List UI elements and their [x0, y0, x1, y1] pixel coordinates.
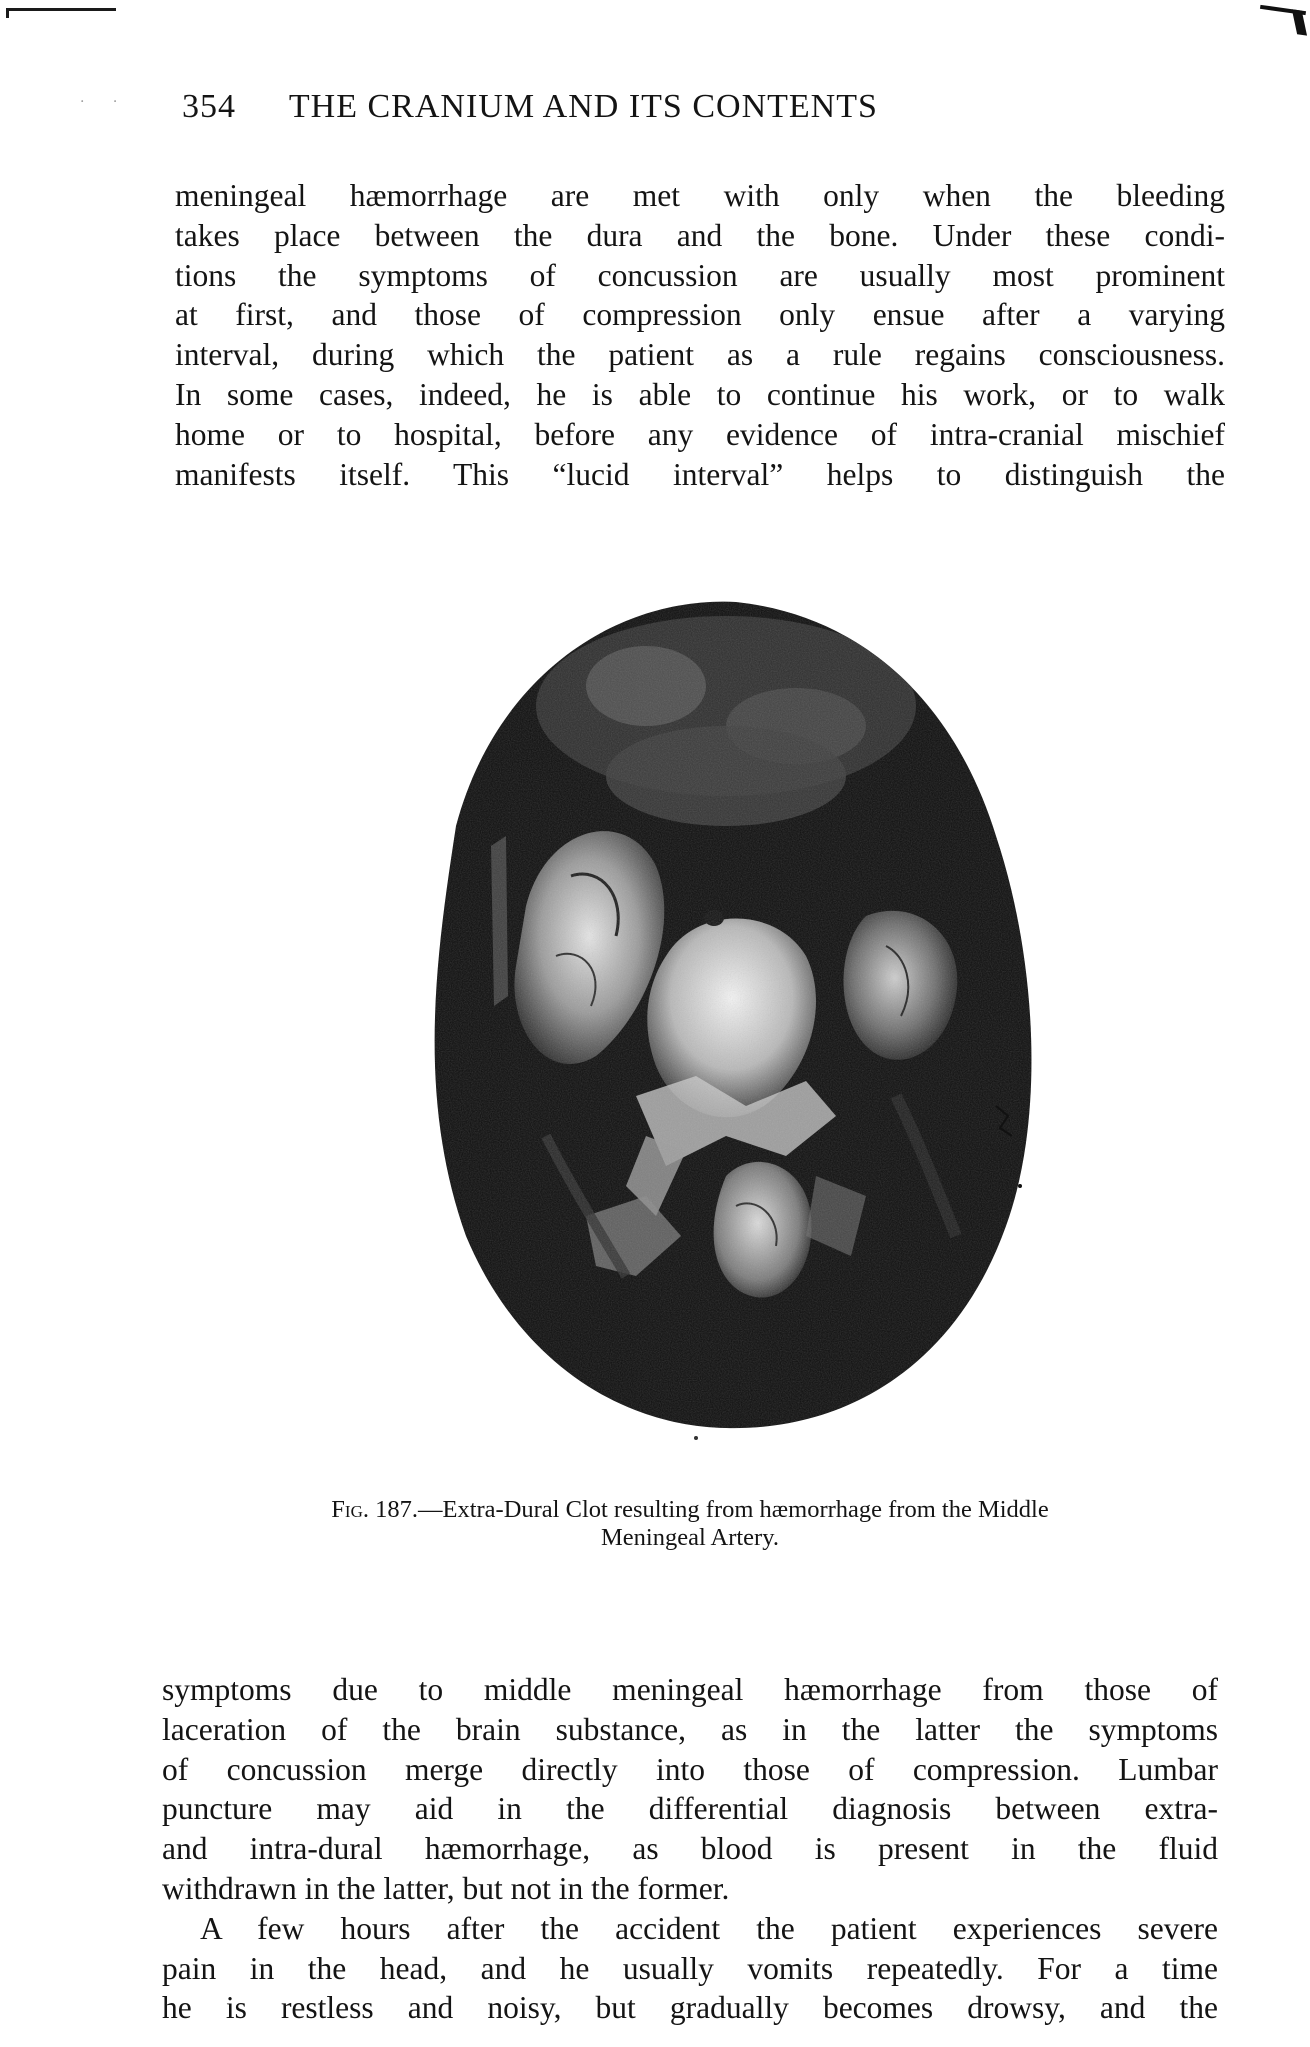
- page-number: 354: [182, 88, 236, 125]
- text-line: home or to hospital, before any evidence of intra-cranial mischief: [175, 416, 1225, 452]
- text-line: takes place between the dura and the bone. Under these condi-: [175, 217, 1225, 253]
- text-line: meningeal hæmorrhage are met with only when the bleeding: [175, 178, 1225, 213]
- text-line: and intra-dural hæmorrhage, as blood is present in the fluid: [162, 1831, 1218, 1867]
- text-line: he is restless and noisy, but gradually becomes drowsy, and the: [162, 1990, 1218, 2026]
- text-line: withdrawn in the latter, but not in the former.: [162, 1870, 730, 1906]
- text-line: laceration of the brain substance, as in the latter the symptoms: [162, 1711, 1218, 1747]
- scan-dots: · ·: [80, 94, 130, 110]
- body-text-top: [175, 176, 1225, 494]
- scan-corner-mark: [1260, 5, 1306, 15]
- text-line: In some cases, indeed, he is able to continue his work, or to walk: [175, 376, 1225, 412]
- text-line: symptoms due to middle meningeal hæmorrhage from those of: [162, 1672, 1218, 1707]
- body-text-bottom: [162, 1670, 1218, 2028]
- caption-line-2: Meningeal Artery.: [600, 1524, 780, 1551]
- caption-line-1: [160, 1496, 1220, 1524]
- running-head: [182, 82, 1122, 132]
- text-line: of concussion merge directly into those of compression. Lumbar: [162, 1751, 1218, 1787]
- text-line: tions the symptoms of concussion are usually most prominent: [175, 257, 1225, 293]
- text-line: interval, during which the patient as a rule regains consciousness.: [175, 337, 1225, 373]
- scan-edge-mark: [6, 8, 116, 11]
- figure-187-photograph: [396, 576, 1064, 1452]
- text-line: puncture may aid in the differential diagnosis between extra-: [162, 1791, 1218, 1827]
- figure-caption: [160, 1496, 1220, 1552]
- text-line: pain in the head, and he usually vomits repeatedly. For a time: [162, 1950, 1218, 1986]
- caption-text: —Extra-Dural Clot resulting from hæmorrhage from the Middle: [417, 1496, 1049, 1523]
- figure-label: Fig. 187.: [331, 1496, 418, 1523]
- text-line: A few hours after the accident the patient experiences severe: [200, 1910, 1218, 1946]
- text-line: at first, and those of compression only ensue after a varying: [175, 297, 1225, 333]
- text-line: manifests itself. This “lucid interval” helps to distinguish the: [175, 456, 1225, 492]
- running-title: THE CRANIUM AND ITS CONTENTS: [288, 88, 878, 125]
